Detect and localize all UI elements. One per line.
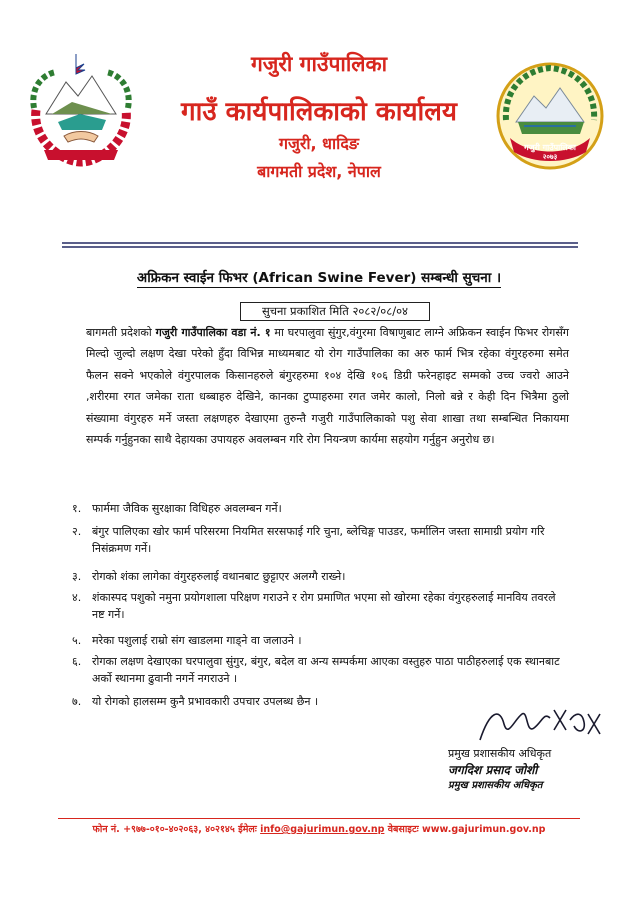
- item-text: शंकास्पद पशुको नमुना प्रयोगशाला परिक्षण गराउने र रोग प्रमाणित भएमा सो खोरमा रहेका वंगुरहरुलाई मानविय तवरले नष्ट गर्ने।: [92, 591, 556, 621]
- item-text: बंगुर पालिएका खोर फार्म परिसरमा नियमित सरसफाई गरि चुना, ब्लेचिङ्ग पाउडर, फर्मालिन जस्ता सामाग्री प्रयोग गरि निसंक्रमण गर्ने।: [92, 525, 545, 555]
- footer-contact: [0, 822, 638, 835]
- item-text: फार्ममा जैविक सुरक्षाका विधिहरु अवलम्बन गर्ने।: [92, 502, 282, 515]
- footer-phone: फोन नं. +९७७-०१०-४०२०६३, ४०२१४५ ईमेलः: [92, 824, 261, 835]
- item-number: २.: [72, 525, 82, 538]
- office-location: गजुरी, धादिङ: [278, 134, 360, 153]
- item-text: यो रोगको हालसम्म कुनै प्रभावकारी उपचार उपलब्ध छैन ।: [92, 695, 319, 708]
- item-text: रोगको शंका लागेका वंगुरहरुलाई वथानबाट छुट्टाएर अलग्गै राख्ने।: [92, 570, 346, 583]
- publish-date: सुचना प्रकाशित मिति २०८२/०८/०४: [240, 302, 430, 321]
- footer-website[interactable]: www.gajurimun.gov.np: [421, 824, 546, 835]
- footer-email[interactable]: info@gajurimun.gov.np: [260, 824, 385, 835]
- logo-year: २०७३: [542, 153, 558, 161]
- header-divider-top: [62, 242, 578, 244]
- item-number: ३.: [72, 570, 82, 583]
- province-country: बागमती प्रदेश, नेपाल: [257, 162, 381, 181]
- item-number: ४.: [72, 591, 82, 604]
- office-name: गाउँ कार्यपालिकाको कार्यालय: [181, 97, 457, 127]
- item-number: ७.: [72, 695, 82, 708]
- item-number: ५.: [72, 634, 82, 647]
- notice-title-text: अफ्रिकन स्वाईन फिभर (African Swine Fever) सम्बन्धी सुचना ।: [136, 270, 502, 286]
- footer-divider: [58, 818, 580, 819]
- item-text: रोगका लक्षण देखाएका घरपालुवा सुंगुर, बंगुर, बदेल वा अन्य सम्पर्कमा आएका वस्तुहरु पाठा पाठीहरुलाई एक स्थानबाट अर्को स्थानमा ढुवानी नगर्ने नगराउने ।: [92, 655, 560, 685]
- footer-web-label: वेबसाइटः: [384, 824, 422, 835]
- signatory-designation: प्रमुख प्रशासकीय अधिकृत: [448, 780, 543, 791]
- item-number: १.: [72, 502, 82, 515]
- signatory-name: जगदिश प्रसाद जोशी: [448, 763, 538, 777]
- logo-text: गजुरी गाउँपालिका: [524, 143, 576, 152]
- notice-title: [0, 268, 638, 286]
- body-highlight: गजुरी गाउँपालिका वडा नं. १: [155, 326, 271, 339]
- item-number: ६.: [72, 655, 82, 668]
- body-rest: मा घरपालुवा सुंगुर,वंगुरमा विषाणुबाट लाग्ने अफ्रिकन स्वाईन फिभर रोगसँग मिल्दो जुल्दो लक्षण देखा परेको हुँदा विभिन्न माध्यमबाट यो रोग गाउँपालिका का अरु फार्म भित्र रहेका वंगुरहरुमा समेत फैलन सक्ने भएकोले वंगुरपालक किसानहरुले बंगुरहरुमा १०४ देखि १०६ डिग्री फरेनहाइट सम्मको उच्च ज्वरो आउने ,शरीरमा रगत जमेका राता धब्बाहरु देखिने, कानका टुप्पाहरुमा रगत जमेर कालो, निलो बन्ने र केही दिन भित्रैमा ठुलो संख्यामा वंगुरहरु मर्ने जस्ता लक्षणहरु देखाएमा तुरुन्तै गजुरी गाउँपालिकाको पशु सेवा शाखा तथा सम्बन्धित निकायमा सम्पर्क गर्नुहुनका साथै देहायका उपायहरु अवलम्बन गरि रोग नियन्त्रण कार्यमा सहयोग गर्नुहुन अनुरोध छ।: [86, 326, 569, 447]
- notice-body: [86, 322, 569, 450]
- signatory-title: प्रमुख प्रशासकीय अधिकृत: [448, 747, 552, 760]
- item-text: मरेका पशुलाई राम्रो संग खाडलमा गाड्ने वा जलाउने ।: [92, 634, 302, 647]
- municipality-name: गजुरी गाउँपालिका: [250, 52, 388, 76]
- header-divider-bottom: [62, 246, 578, 248]
- body-intro: बागमती प्रदेशको: [86, 326, 156, 339]
- signature-scribble: [470, 700, 610, 750]
